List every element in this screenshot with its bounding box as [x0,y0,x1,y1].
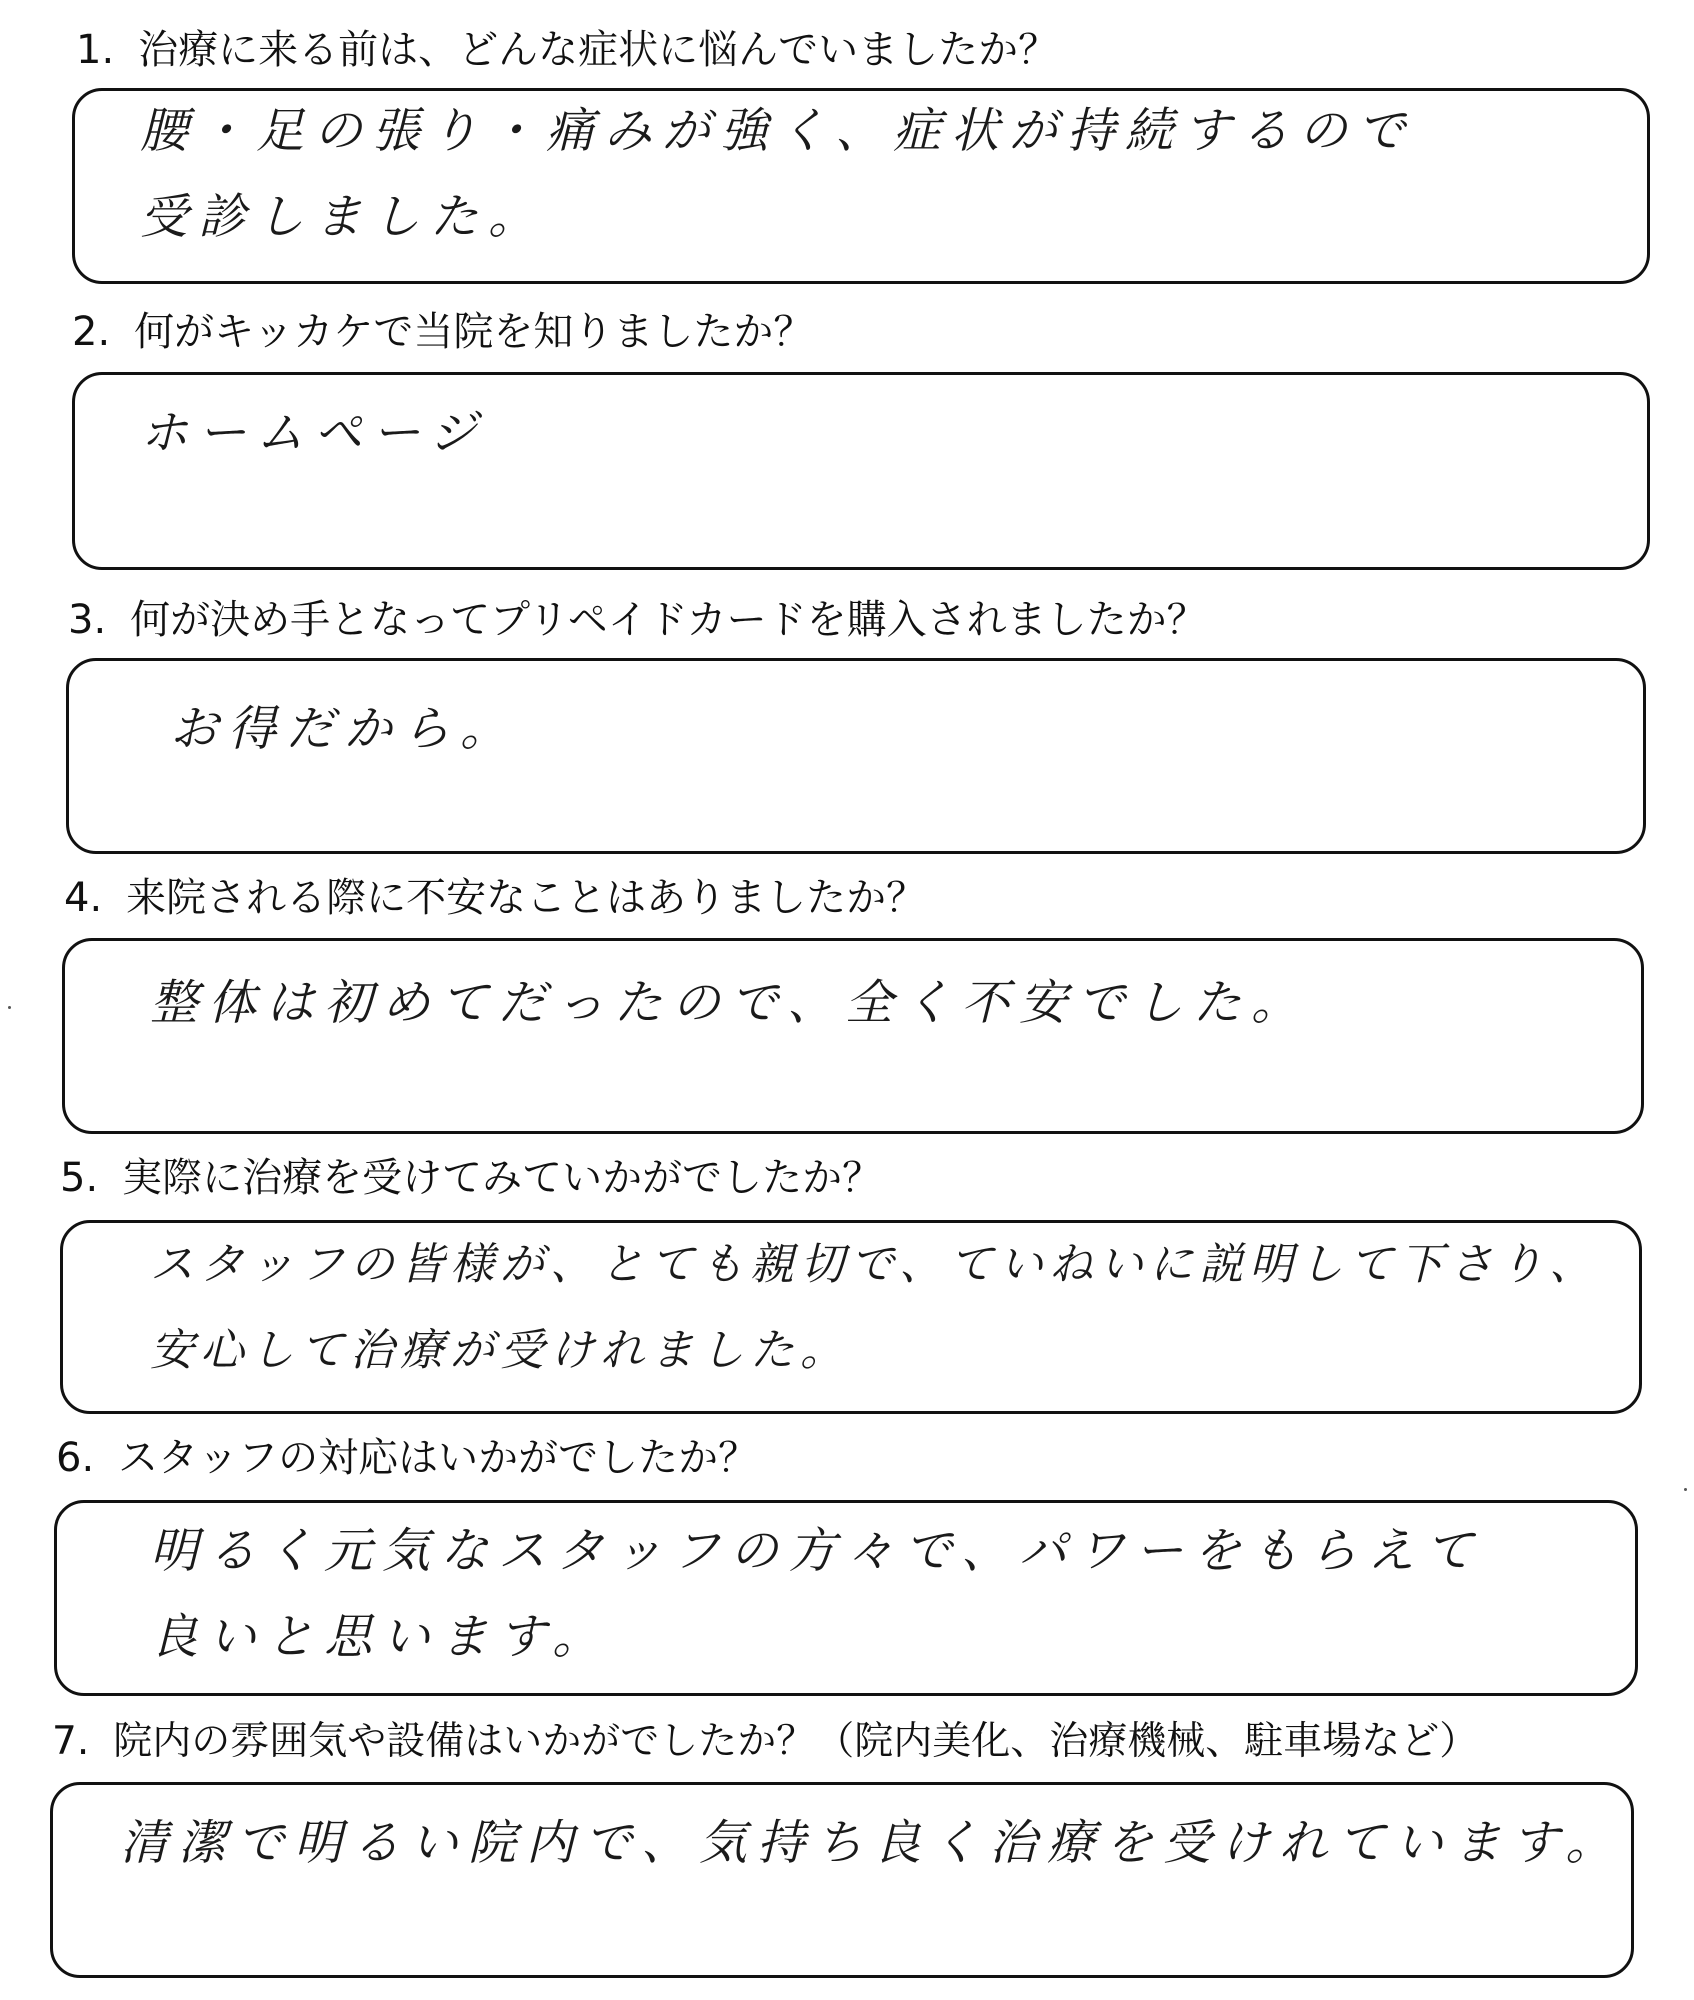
answer-line: 良いと思います。 [150,1609,611,1665]
question-7 [52,1716,1478,1768]
question-number: 5. [60,1155,99,1201]
question-text: 治療に来る前は、どんな症状に悩んでいましたか？ [138,27,1059,73]
question-number: 6. [56,1435,95,1481]
answer-1 [140,88,1415,260]
question-number: 2. [72,309,111,355]
question-6 [56,1432,758,1484]
scan-speck [8,1006,11,1009]
answer-line: お得だから。 [170,701,519,757]
question-text: スタッフの対応はいかがでしたか？ [118,1435,759,1481]
question-number: 4. [64,875,103,921]
answer-line: 腰・足の張り・痛みが強く、症状が持続するので [140,103,1416,159]
scan-speck [1684,1488,1687,1491]
question-1 [76,24,1058,76]
question-text: 実際に治療を受けてみていかがでしたか？ [122,1155,883,1201]
question-number: 7. [52,1719,90,1764]
question-2 [72,306,813,358]
answer-2 [140,390,487,476]
question-number: 1. [76,27,115,73]
question-4 [64,872,926,924]
answer-6 [150,1508,1483,1680]
question-text: 何がキッカケで当院を知りましたか？ [134,309,814,355]
answer-line: 受診しました。 [140,189,547,245]
question-3 [68,594,1207,646]
question-text: 何が決め手となってプリペイドカードを購入されましたか？ [130,597,1207,643]
question-text: 来院される際に不安なことはありましたか？ [126,875,927,921]
answer-line: 清潔で明るい院内で、気持ち良く治療を受けれています。 [120,1815,1624,1871]
question-5 [60,1152,882,1204]
question-number: 3. [68,597,107,643]
answer-line: 整体は初めてだったので、全く不安でした。 [150,975,1310,1031]
answer-7 [120,1800,1623,1886]
answer-line: スタッフの皆様が、とても親切で、ていねいに説明して下さり、 [150,1239,1600,1290]
answer-5 [150,1222,1599,1394]
answer-line: 明るく元気なスタッフの方々で、パワーをもらえて [150,1523,1484,1579]
answer-line: ホームページ [140,405,488,461]
answer-3 [170,686,518,772]
answer-4 [150,960,1309,1046]
question-text: 院内の雰囲気や設備はいかがでしたか？（院内美化、治療機械、駐車場など） [113,1719,1479,1764]
answer-line: 安心して治療が受けれました。 [150,1325,850,1376]
